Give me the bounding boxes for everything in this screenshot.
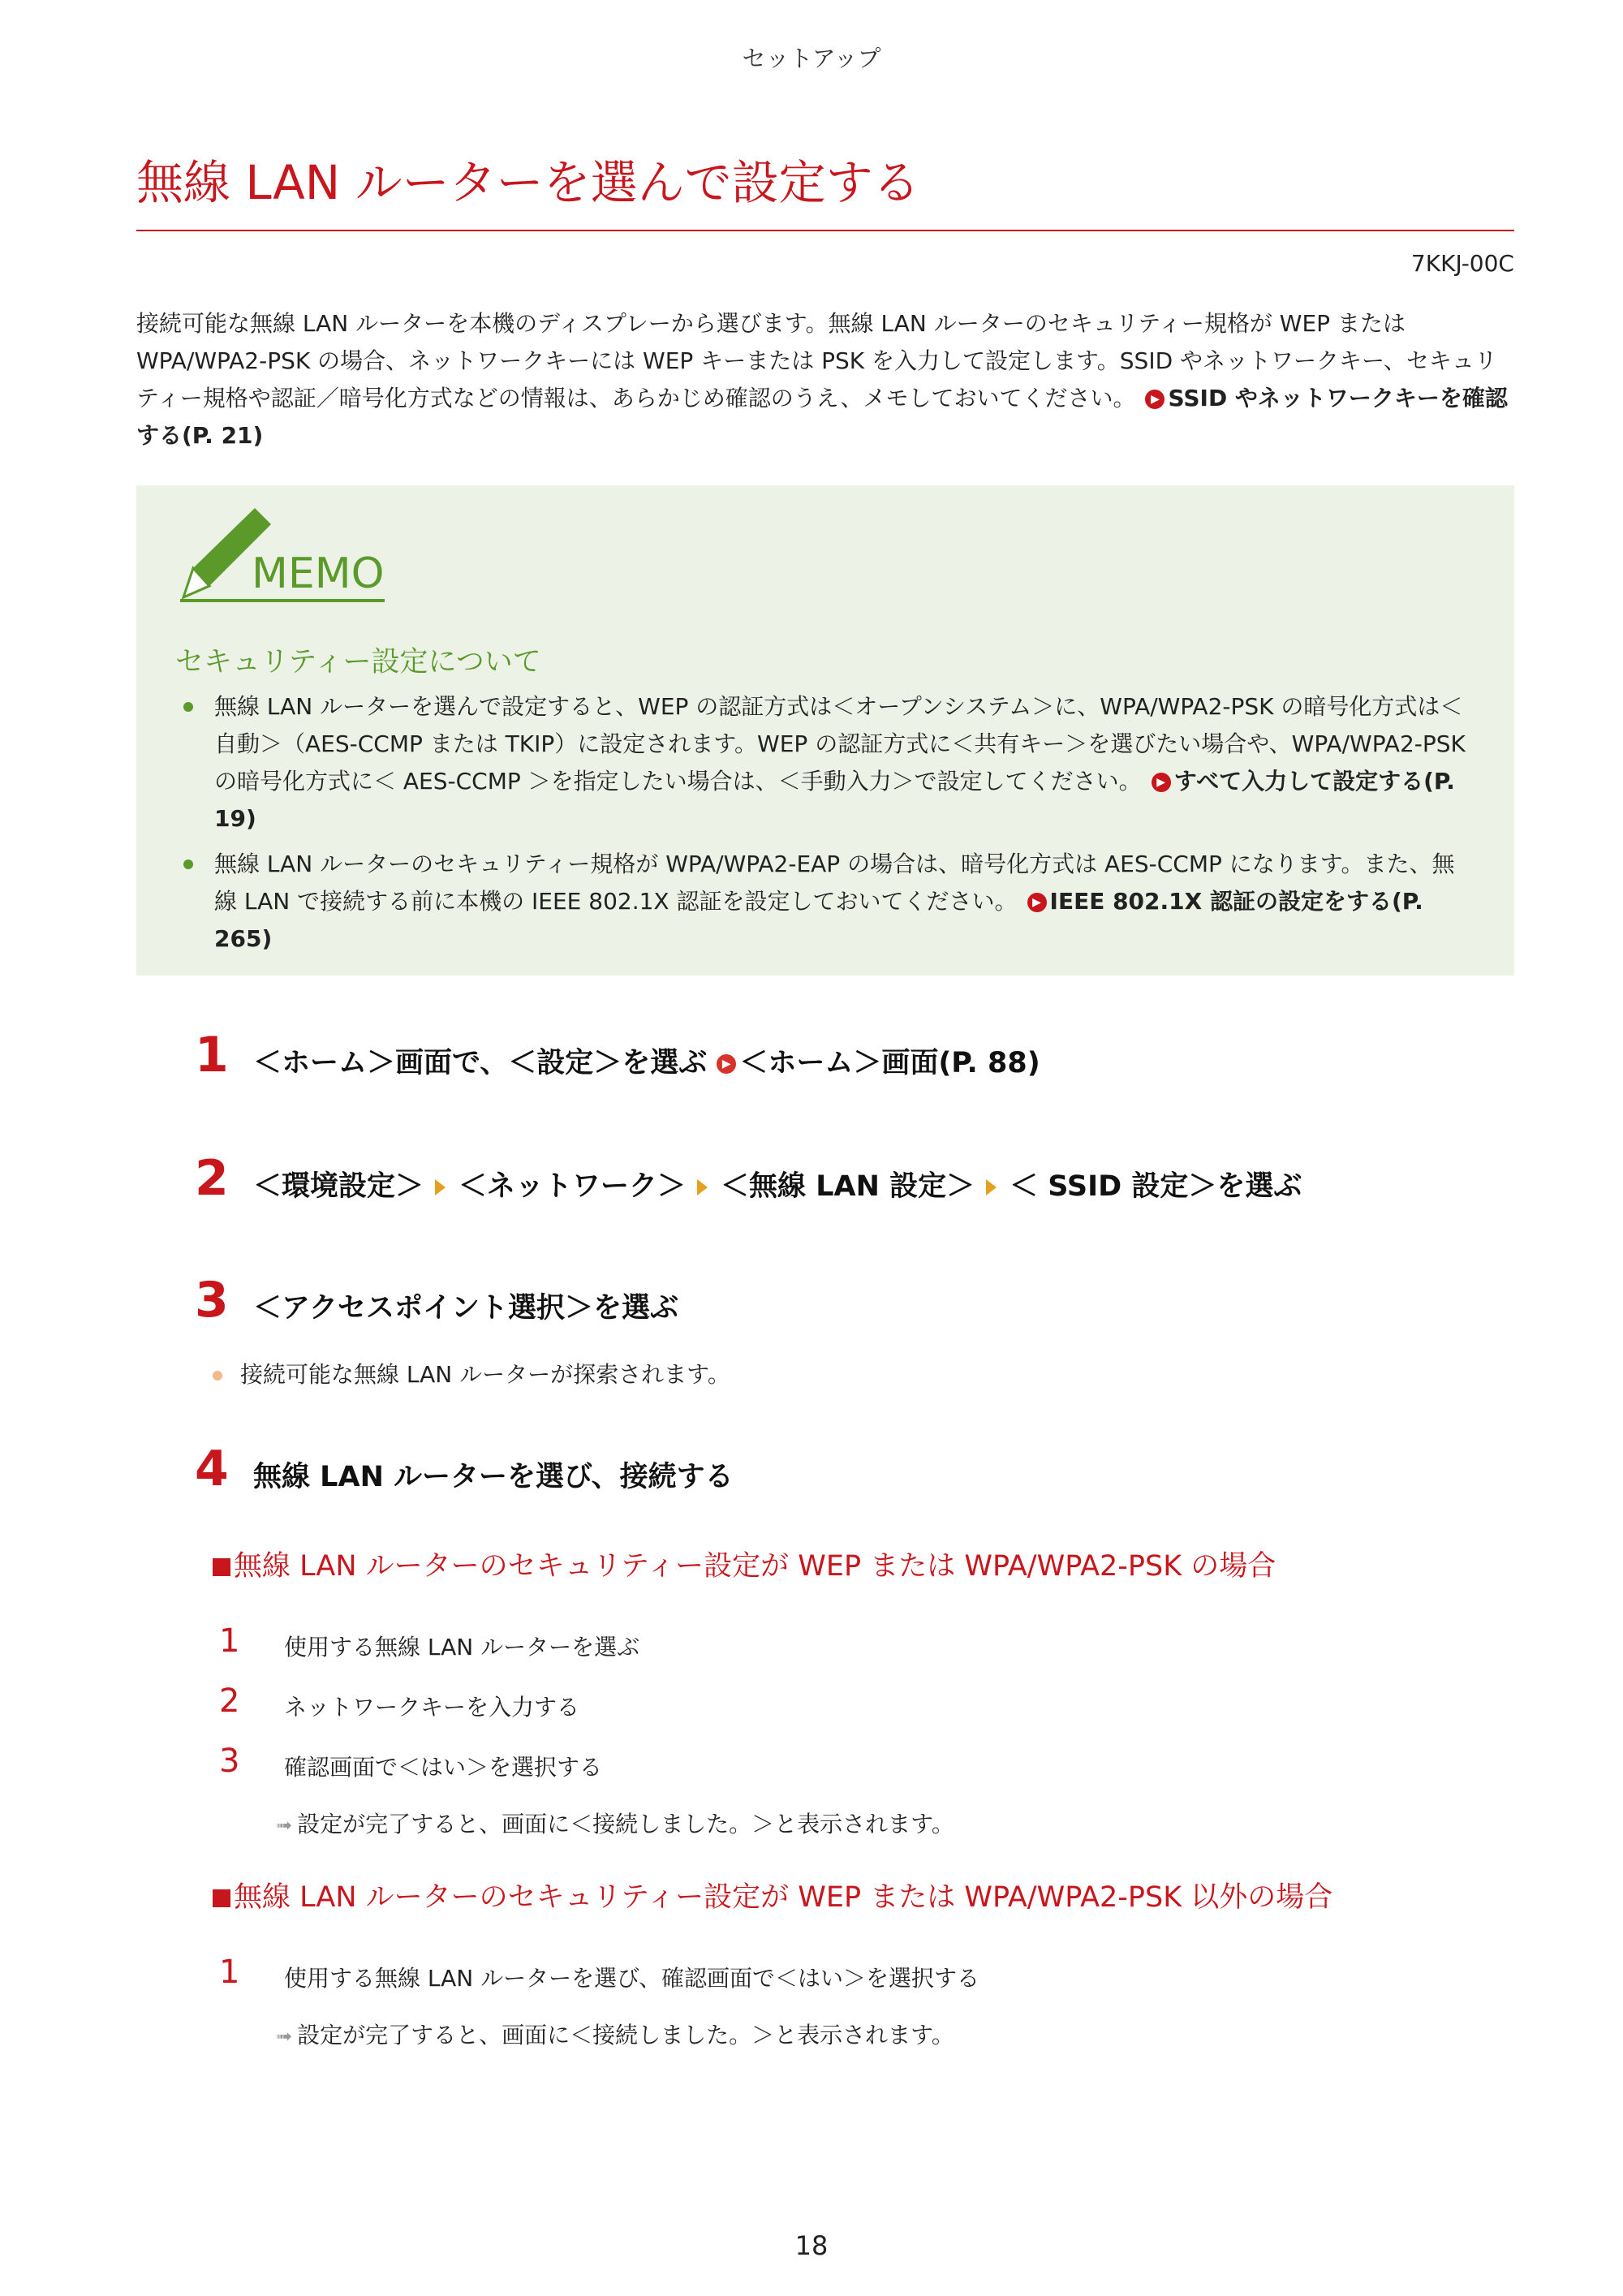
step-text: [253, 1164, 1302, 1204]
pencil-icon: [177, 506, 420, 604]
intro-paragraph: [136, 305, 1514, 454]
result-label: 設定が完了すると、画面に＜接続しました。＞と表示されます。: [297, 1811, 954, 1837]
section-heading-text: 無線 LAN ルーターのセキュリティー設定が WEP または WPA/WPA2-PSK の場合: [234, 1550, 1276, 1583]
arrow-right-icon: ➟: [276, 2025, 293, 2048]
memo-item: [175, 846, 1474, 958]
link-ieee-8021x[interactable]: IEEE 802.1X 認証の設定をする(P. 265): [214, 888, 1423, 952]
square-bullet-icon: [213, 1889, 230, 1907]
substep-text: 使用する無線 LAN ルーターを選び、確認画面で＜はい＞を選択する: [284, 1965, 980, 1992]
result-text: [276, 2018, 954, 2050]
square-bullet-icon: [213, 1558, 230, 1576]
substep-number: 1: [219, 1622, 240, 1660]
memo-item: [175, 688, 1474, 838]
step-number: 3: [195, 1272, 229, 1329]
substep-number: 2: [219, 1682, 240, 1720]
bullet-dot-icon: [213, 1371, 222, 1381]
menu-path-item: ＜ネットワーク＞: [458, 1170, 687, 1203]
memo-heading: セキュリティー設定について: [175, 646, 541, 678]
memo-item-text: 無線 LAN ルーターを選んで設定すると、WEP の認証方式は＜オープンシステム＞に、WPA/WPA2-PSK の暗号化方式は＜自動＞（AES-CCMP または TKIP）に設定されます。WEP の認証方式に＜共有キー＞を選びたい場合や、WPA/WPA2-PSK の暗号化方式に＜ AES-CCMP ＞を指定したい場合は、＜手動入力＞で設定してください。: [214, 693, 1466, 795]
substep-number: 1: [219, 1954, 240, 1991]
bullet-dot-icon: [183, 859, 193, 869]
link-home-screen[interactable]: ＜ホーム＞画面(P. 88): [739, 1047, 1040, 1079]
menu-path-item: ＜ SSID 設定＞を選ぶ: [1010, 1170, 1302, 1203]
step-text: [253, 1040, 1040, 1081]
link-ssid-network-key[interactable]: SSID やネットワークキーを確認する(P. 21): [136, 385, 1508, 449]
running-header: セットアップ: [742, 45, 881, 72]
substep-text: 確認画面で＜はい＞を選択する: [284, 1754, 603, 1781]
step-3-note: [213, 1357, 730, 1389]
circle-arrow-icon: ▶: [1145, 390, 1165, 409]
step-number: 4: [195, 1441, 229, 1497]
step-text: ＜アクセスポイント選択＞を選ぶ: [253, 1292, 678, 1325]
document-id: 7KKJ-00C: [1410, 250, 1514, 277]
memo-box: [136, 485, 1514, 976]
step-number: 2: [195, 1150, 229, 1207]
section-heading-other: [213, 1875, 1332, 1915]
circle-arrow-icon: ▶: [717, 1054, 736, 1074]
arrow-right-icon: ➟: [276, 1814, 293, 1837]
title-underline: [136, 230, 1514, 231]
memo-item-text: 無線 LAN ルーターのセキュリティー規格が WPA/WPA2-EAP の場合は、暗号化方式は AES-CCMP になります。また、無線 LAN で接続する前に本機の IEEE 802.1X 認証を設定しておいてください。: [214, 851, 1455, 915]
step-text: 無線 LAN ルーターを選び、接続する: [253, 1461, 734, 1493]
page-title: 無線 LAN ルーターを選んで設定する: [136, 155, 920, 210]
section-heading-text: 無線 LAN ルーターのセキュリティー設定が WEP または WPA/WPA2-PSK 以外の場合: [234, 1881, 1333, 1914]
step-label: ＜ホーム＞画面で、＜設定＞を選ぶ: [253, 1047, 708, 1079]
link-manual-input[interactable]: すべて入力して設定する(P. 19): [214, 768, 1455, 832]
triangle-right-icon: [435, 1179, 446, 1195]
section-heading-wep-psk: [213, 1544, 1276, 1584]
memo-label: MEMO: [252, 549, 385, 598]
circle-arrow-icon: ▶: [1152, 773, 1171, 792]
menu-path-item: ＜環境設定＞: [253, 1170, 424, 1203]
memo-list: [175, 688, 1474, 966]
substep-text: ネットワークキーを入力する: [284, 1694, 580, 1721]
step-number: 1: [195, 1027, 229, 1083]
menu-path-item: ＜無線 LAN 設定＞: [721, 1170, 975, 1203]
page-number: 18: [794, 2230, 829, 2261]
intro-text: 接続可能な無線 LAN ルーターを本機のディスプレーから選びます。無線 LAN ルーターのセキュリティー規格が WEP または WPA/WPA2-PSK の場合、ネットワークキーには WEP キーまたは PSK を入力して設定します。SSID やネットワークキー、セキュリティー規格や認証／暗号化方式などの情報は、あらかじめ確認のうえ、メモしておいてください。: [136, 310, 1497, 411]
result-text: [276, 1807, 954, 1839]
substep-text: 使用する無線 LAN ルーターを選ぶ: [284, 1634, 640, 1661]
bullet-dot-icon: [183, 702, 193, 712]
result-label: 設定が完了すると、画面に＜接続しました。＞と表示されます。: [297, 2022, 954, 2048]
substep-number: 3: [219, 1742, 240, 1780]
triangle-right-icon: [697, 1179, 708, 1195]
triangle-right-icon: [986, 1179, 997, 1195]
note-text: 接続可能な無線 LAN ルーターが探索されます。: [240, 1361, 730, 1388]
circle-arrow-icon: ▶: [1027, 893, 1047, 912]
